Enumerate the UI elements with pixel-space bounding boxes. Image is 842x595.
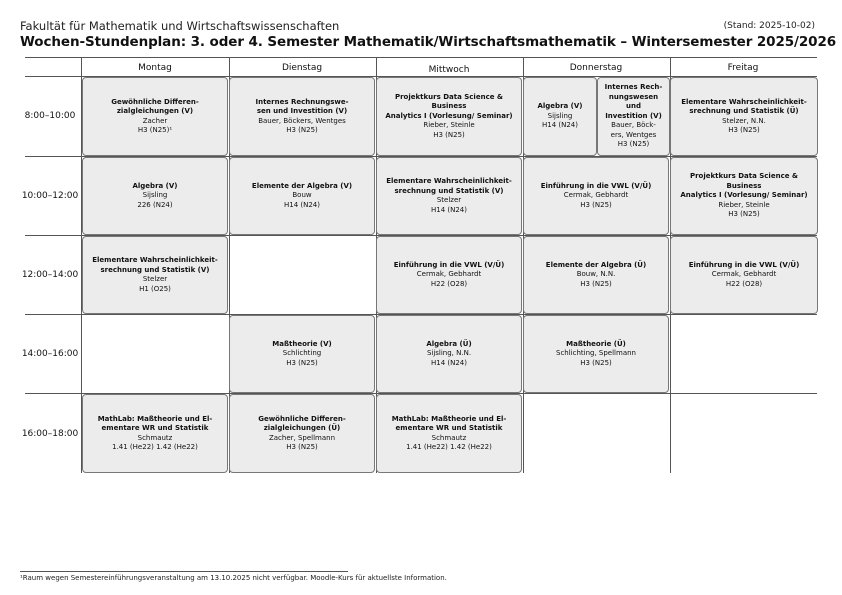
course-cell-fr-0800[interactable] — [670, 77, 818, 156]
course-room: H14 (N24) — [283, 200, 320, 209]
course-lecturer: Cermak, Gebhardt — [563, 191, 629, 200]
course-cell-do-1000[interactable] — [523, 157, 669, 235]
course-lecturer: Sijsling, N.N. — [426, 349, 472, 358]
course-title: Maßtheorie (V) — [272, 339, 332, 348]
day-header-donnerstag: Donnerstag — [569, 63, 623, 73]
time-label-1000: 10:00–12:00 — [21, 191, 79, 201]
stand-date: (Stand: 2025-10-02) — [723, 21, 815, 31]
course-cell-mo-1000[interactable] — [82, 157, 228, 235]
course-cell-do-1400[interactable] — [523, 315, 669, 393]
course-cell-do-0800-a[interactable] — [523, 77, 597, 156]
course-lecturer: Bauer, Böckers, Wentges — [258, 116, 346, 125]
course-room: H14 (N24) — [541, 121, 578, 130]
course-cell-do-1200[interactable] — [523, 236, 669, 314]
course-title: MathLab: Maßtheorie und El- ementare WR und Statistik — [97, 414, 213, 432]
course-cell-di-1000[interactable] — [229, 157, 375, 235]
course-room: H22 (O28) — [430, 279, 468, 288]
course-cell-fr-1200[interactable] — [670, 236, 818, 314]
course-title: Einführung in die VWL (V/Ü) — [540, 181, 652, 190]
course-lecturer: Bouw — [292, 191, 312, 200]
course-room: 1.41 (He22) 1.42 (He22) — [406, 443, 492, 451]
course-lecturer: Cermak, Gebhardt — [711, 270, 777, 279]
course-room: H3 (N25) — [580, 279, 612, 288]
course-lecturer: Bouw, N.N. — [576, 270, 616, 279]
course-cell-di-1600[interactable] — [229, 394, 375, 473]
course-lecturer: Schlichting — [282, 349, 322, 358]
course-title: Projektkurs Data Science & Business Analytics I (Vorlesung/ Seminar) — [680, 172, 808, 200]
course-room: H1 (O25) — [139, 284, 171, 293]
course-title: Elemente der Algebra (V) — [251, 181, 353, 190]
course-lecturer: Bauer, Böck- ers, Wentges — [610, 121, 657, 139]
course-room: H14 (N24) — [430, 205, 467, 214]
page-title: Wochen-Stundenplan: 3. oder 4. Semester Mathematik/Wirtschaftsmathematik – Wintersemester 2025/2026 — [20, 34, 837, 50]
day-header-dienstag: Dienstag — [281, 63, 323, 73]
day-header-freitag: Freitag — [727, 63, 759, 73]
course-title: Internes Rechnungswe- sen und Investition (V) — [255, 97, 349, 115]
day-header-mittwoch: Mittwoch — [428, 65, 470, 75]
course-title: Algebra (V) — [537, 102, 583, 111]
time-label-1200: 12:00–14:00 — [21, 270, 79, 280]
course-title: Maßtheorie (Ü) — [566, 339, 626, 348]
course-title: Einführung in die VWL (V/Ü) — [688, 260, 800, 269]
course-lecturer: Schmautz — [431, 433, 467, 442]
course-title: Projektkurs Data Science & Business Analytics I (Vorlesung/ Seminar) — [385, 92, 513, 120]
course-title: Elementare Wahrscheinlichkeit- srechnung und Statistik (V) — [386, 177, 512, 195]
course-title: Internes Rech- nungswesen und Investition (V) — [604, 83, 663, 120]
course-title: Elementare Wahrscheinlichkeit- srechnung und Statistik (V) — [92, 256, 218, 274]
course-title: Algebra (Ü) — [426, 339, 472, 348]
time-label-1600: 16:00–18:00 — [21, 429, 79, 439]
course-cell-mi-1200[interactable] — [376, 236, 522, 314]
course-cell-di-1400[interactable] — [229, 315, 375, 393]
course-cell-di-0800[interactable] — [229, 77, 375, 156]
course-room: H3 (N25) — [580, 200, 612, 209]
course-cell-mi-1400[interactable] — [376, 315, 522, 393]
course-room: H3 (N25) — [580, 358, 612, 367]
course-cell-mi-1000[interactable] — [376, 157, 522, 235]
time-label-1400: 14:00–16:00 — [21, 349, 79, 359]
course-room: 226 (N24) — [137, 200, 173, 209]
course-title: Gewöhnliche Differen- zialgleichungen (Ü) — [258, 414, 346, 432]
course-room: H3 (N25) — [286, 126, 318, 134]
course-room: H3 (N25) — [286, 443, 318, 451]
course-room: H3 (N25)¹ — [137, 126, 173, 134]
course-lecturer: Rieber, Steinle — [423, 121, 475, 130]
grid-line-top — [25, 57, 817, 58]
course-cell-mi-0800[interactable] — [376, 77, 522, 156]
course-cell-fr-1000[interactable] — [670, 157, 818, 235]
course-title: Gewöhnliche Differen- zialgleichungen (V) — [111, 97, 199, 115]
course-lecturer: Sijsling — [142, 191, 168, 200]
day-header-montag: Montag — [138, 63, 172, 73]
course-lecturer: Stelzer — [436, 196, 462, 204]
course-cell-mo-0800[interactable] — [82, 77, 228, 156]
course-room: H3 (N25) — [728, 210, 760, 219]
course-lecturer: Schmautz — [137, 433, 173, 442]
course-title: Elemente der Algebra (Ü) — [545, 260, 647, 269]
course-cell-mi-1600[interactable] — [376, 394, 522, 473]
course-room: H3 (N25) — [433, 130, 465, 139]
course-room: H14 (N24) — [430, 358, 467, 367]
footnote: ¹Raum wegen Semestereinführungsveranstaltung am 13.10.2025 nicht verfügbar. Moodle-Kurs für aktuellste Information. — [20, 574, 447, 582]
course-lecturer: Stelzer, N.N. — [722, 116, 766, 125]
course-lecturer: Sijsling — [547, 111, 573, 120]
faculty-name: Fakultät für Mathematik und Wirtschaftswissenschaften — [20, 19, 340, 33]
course-title: MathLab: Maßtheorie und El- ementare WR und Statistik — [391, 414, 507, 432]
course-title: Einführung in die VWL (V/Ü) — [393, 260, 505, 269]
course-cell-do-0800-b[interactable] — [597, 77, 670, 156]
course-lecturer: Zacher, Spellmann — [268, 433, 336, 442]
course-room: H3 (N25) — [286, 358, 318, 367]
course-cell-mo-1200[interactable] — [82, 236, 228, 314]
course-title: Algebra (V) — [132, 181, 178, 190]
course-lecturer: Schlichting, Spellmann — [556, 349, 636, 358]
course-lecturer: Stelzer — [142, 275, 168, 283]
course-title: Elementare Wahrscheinlichkeit- srechnung und Statistik (Ü) — [681, 97, 807, 115]
course-room: H22 (O28) — [725, 279, 763, 288]
course-room: H3 (N25) — [617, 140, 650, 149]
footnote-separator — [20, 571, 348, 572]
course-room: 1.41 (He22) 1.42 (He22) — [112, 443, 198, 451]
course-room: H3 (N25) — [728, 126, 760, 134]
course-lecturer: Cermak, Gebhardt — [416, 270, 482, 279]
course-lecturer: Rieber, Steinle — [718, 200, 770, 209]
time-label-0800: 8:00–10:00 — [24, 111, 76, 121]
course-cell-mo-1600[interactable] — [82, 394, 228, 473]
course-lecturer: Zacher — [142, 116, 168, 125]
